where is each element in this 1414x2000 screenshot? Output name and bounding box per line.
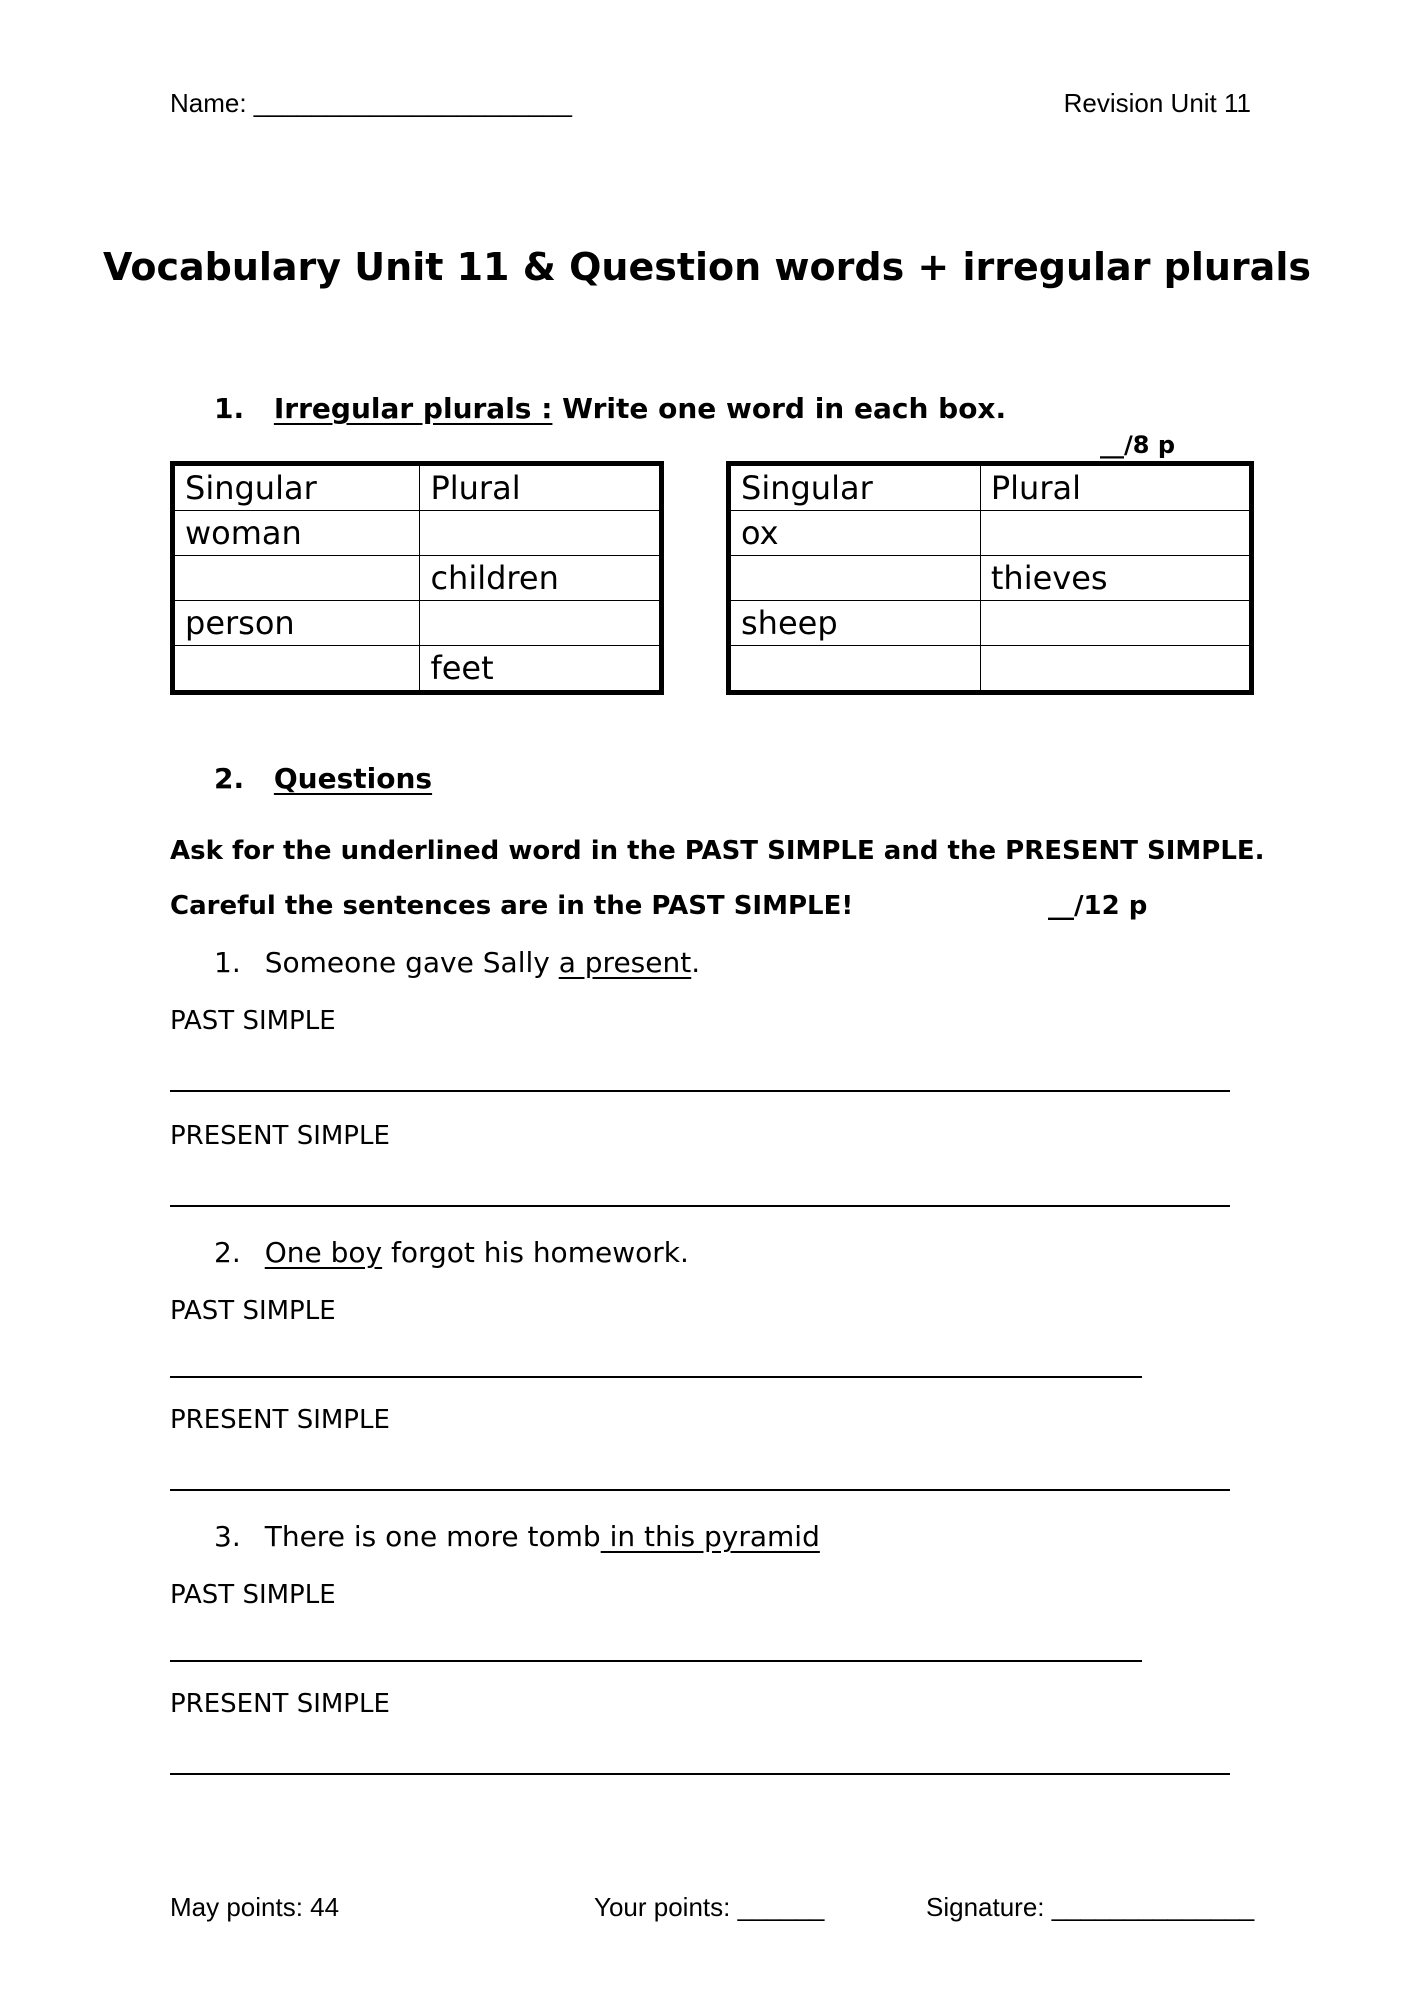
singular-cell: ox: [729, 511, 981, 556]
section-2-number: 2.: [214, 762, 245, 795]
answer-line[interactable]: [170, 1205, 1230, 1207]
plural-cell[interactable]: [980, 601, 1251, 646]
past-simple-label: PAST SIMPLE: [170, 1296, 336, 1326]
section-2-instruction: Ask for the underlined word in the PAST SIMPLE and the PRESENT SIMPLE.: [170, 836, 1265, 866]
underlined-word: a present: [558, 946, 692, 979]
column-header-plural: Plural: [980, 464, 1251, 511]
answer-line[interactable]: [170, 1773, 1230, 1775]
section-1-title: Irregular plurals :: [273, 392, 553, 425]
question-item-2: [214, 1236, 689, 1269]
section-1-instruction: Write one word in each box.: [562, 392, 1007, 425]
item-number: 2.: [214, 1236, 241, 1269]
section-1-score: __/8 p: [1100, 431, 1175, 459]
singular-cell[interactable]: [173, 646, 420, 693]
item-text: There is one more tomb: [264, 1520, 601, 1553]
past-simple-label: PAST SIMPLE: [170, 1580, 336, 1610]
column-header-singular: Singular: [173, 464, 420, 511]
answer-line[interactable]: [170, 1376, 1142, 1378]
present-simple-label: PRESENT SIMPLE: [170, 1405, 390, 1435]
table-row: [173, 646, 662, 693]
column-header-plural: Plural: [420, 464, 662, 511]
item-text: Someone gave Sally: [264, 946, 559, 979]
section-2-score: __/12 p: [1048, 891, 1148, 921]
present-simple-label: PRESENT SIMPLE: [170, 1121, 390, 1151]
plural-cell: feet: [420, 646, 662, 693]
plural-cell[interactable]: [980, 511, 1251, 556]
underlined-word: in this pyramid: [600, 1520, 820, 1553]
singular-cell[interactable]: [173, 556, 420, 601]
column-header-singular: Singular: [729, 464, 981, 511]
table-row: [729, 556, 1252, 601]
your-points-field[interactable]: Your points: ______: [594, 1892, 825, 1922]
table-row: [729, 511, 1252, 556]
page-title: Vocabulary Unit 11 & Question words + irregular plurals: [103, 245, 1311, 289]
table-row: [173, 556, 662, 601]
singular-cell[interactable]: [729, 556, 981, 601]
plural-cell: children: [420, 556, 662, 601]
item-text-end: forgot his homework.: [382, 1236, 689, 1269]
underlined-word: One boy: [264, 1236, 383, 1269]
section-2-title: Questions: [273, 762, 433, 795]
plural-cell[interactable]: [420, 511, 662, 556]
table-row: [729, 646, 1252, 693]
section-2-warning: Careful the sentences are in the PAST SIMPLE!: [170, 891, 854, 921]
singular-cell: sheep: [729, 601, 981, 646]
question-item-1: [214, 946, 700, 979]
plural-cell[interactable]: [980, 646, 1251, 693]
section-1-heading: [214, 392, 1006, 425]
table-row: [173, 601, 662, 646]
singular-cell: woman: [173, 511, 420, 556]
answer-line[interactable]: [170, 1489, 1230, 1491]
singular-cell: person: [173, 601, 420, 646]
plural-cell[interactable]: [420, 601, 662, 646]
plurals-table-left: [170, 461, 664, 695]
answer-line[interactable]: [170, 1660, 1142, 1662]
plural-cell: thieves: [980, 556, 1251, 601]
signature-field[interactable]: Signature: ______________: [926, 1892, 1255, 1922]
section-1-number: 1.: [214, 392, 245, 425]
table-row: [173, 511, 662, 556]
answer-line[interactable]: [170, 1090, 1230, 1092]
unit-label: Revision Unit 11: [1063, 88, 1251, 118]
item-number: 1.: [214, 946, 241, 979]
section-2-heading: [214, 762, 432, 795]
item-number: 3.: [214, 1520, 241, 1553]
table-row: [729, 601, 1252, 646]
name-field-label: Name: ______________________: [170, 88, 572, 118]
past-simple-label: PAST SIMPLE: [170, 1006, 336, 1036]
plurals-table-right: [726, 461, 1254, 695]
singular-cell[interactable]: [729, 646, 981, 693]
question-item-3: [214, 1520, 820, 1553]
item-text-end: .: [691, 946, 701, 979]
max-points-label: May points: 44: [170, 1892, 340, 1922]
present-simple-label: PRESENT SIMPLE: [170, 1689, 390, 1719]
